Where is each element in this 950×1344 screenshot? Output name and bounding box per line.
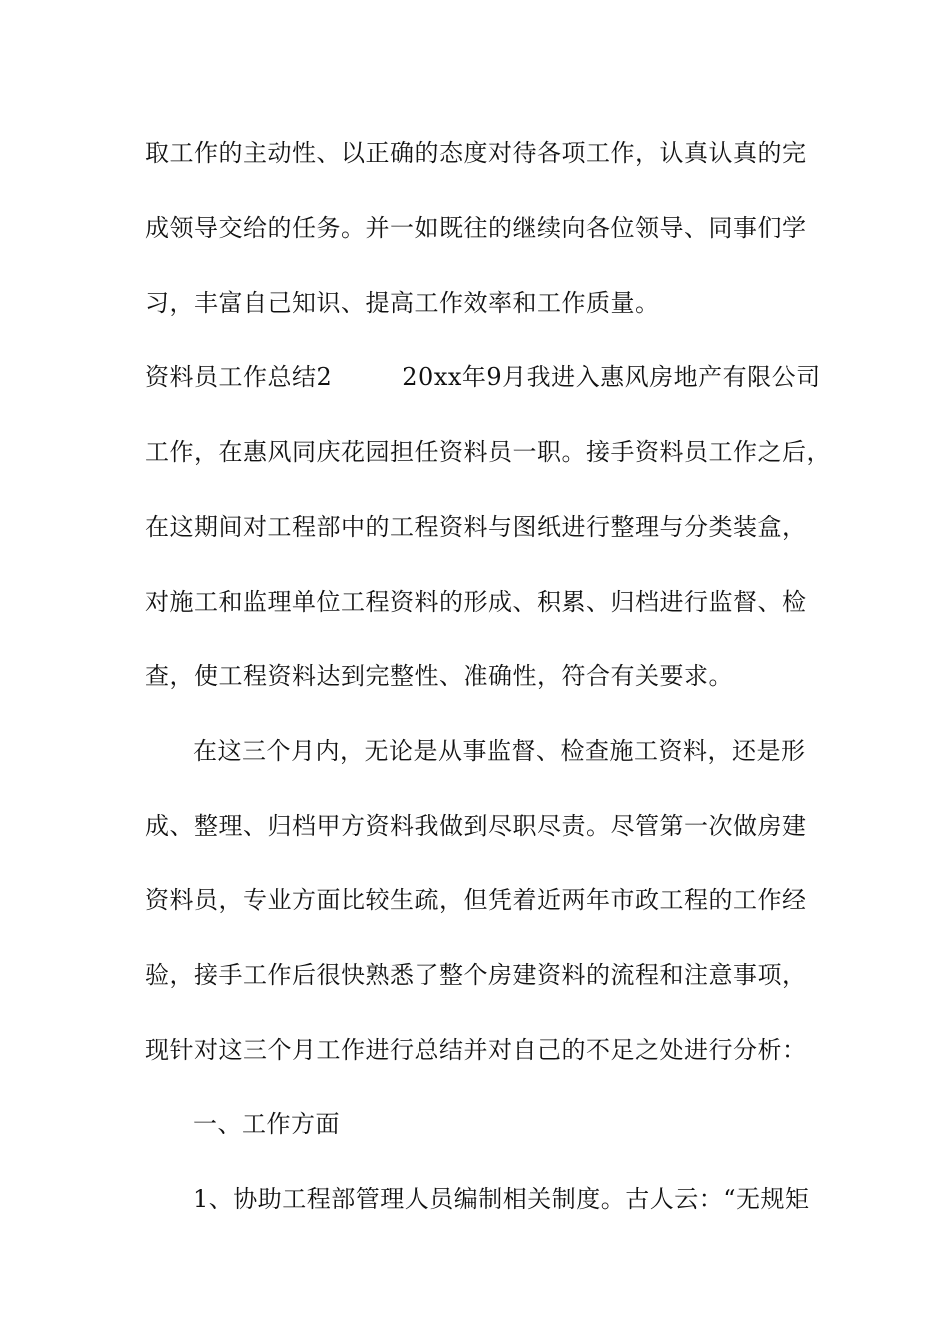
paragraph-line: 取工作的主动性、以正确的态度对待各项工作，认真认真的完 (145, 139, 807, 167)
paragraph-line: 工作，在惠风同庆花园担任资料员一职。接手资料员工作之后， (145, 438, 831, 466)
section-heading-line (145, 362, 821, 392)
paragraph-start: 20xx年9月我进入惠风房地产有限公司 (402, 363, 821, 391)
paragraph-line: 在这期间对工程部中的工程资料与图纸进行整理与分类装盒， (145, 513, 807, 541)
paragraph-line: 在这三个月内，无论是从事监督、检查施工资料，还是形 (193, 737, 806, 765)
section-title: 资料员工作总结2 (145, 363, 333, 391)
paragraph-line: 成、整理、归档甲方资料我做到尽职尽责。尽管第一次做房建 (145, 812, 807, 840)
paragraph-line: 习，丰富自己知识、提高工作效率和工作质量。 (145, 289, 660, 317)
paragraph-line: 成领导交给的任务。并一如既往的继续向各位领导、同事们学 (145, 214, 807, 242)
paragraph-line: 验，接手工作后很快熟悉了整个房建资料的流程和注意事项， (145, 961, 807, 989)
paragraph-line: 对施工和监理单位工程资料的形成、积累、归档进行监督、检 (145, 588, 807, 616)
subsection-heading: 一、工作方面 (193, 1110, 340, 1138)
paragraph-line: 资料员，专业方面比较生疏，但凭着近两年市政工程的工作经 (145, 886, 807, 914)
paragraph-line: 1、协助工程部管理人员编制相关制度。古人云：“无规矩 (193, 1185, 810, 1213)
paragraph-line: 现针对这三个月工作进行总结并对自己的不足之处进行分析： (145, 1036, 807, 1064)
paragraph-line: 查，使工程资料达到完整性、准确性，符合有关要求。 (145, 662, 733, 690)
